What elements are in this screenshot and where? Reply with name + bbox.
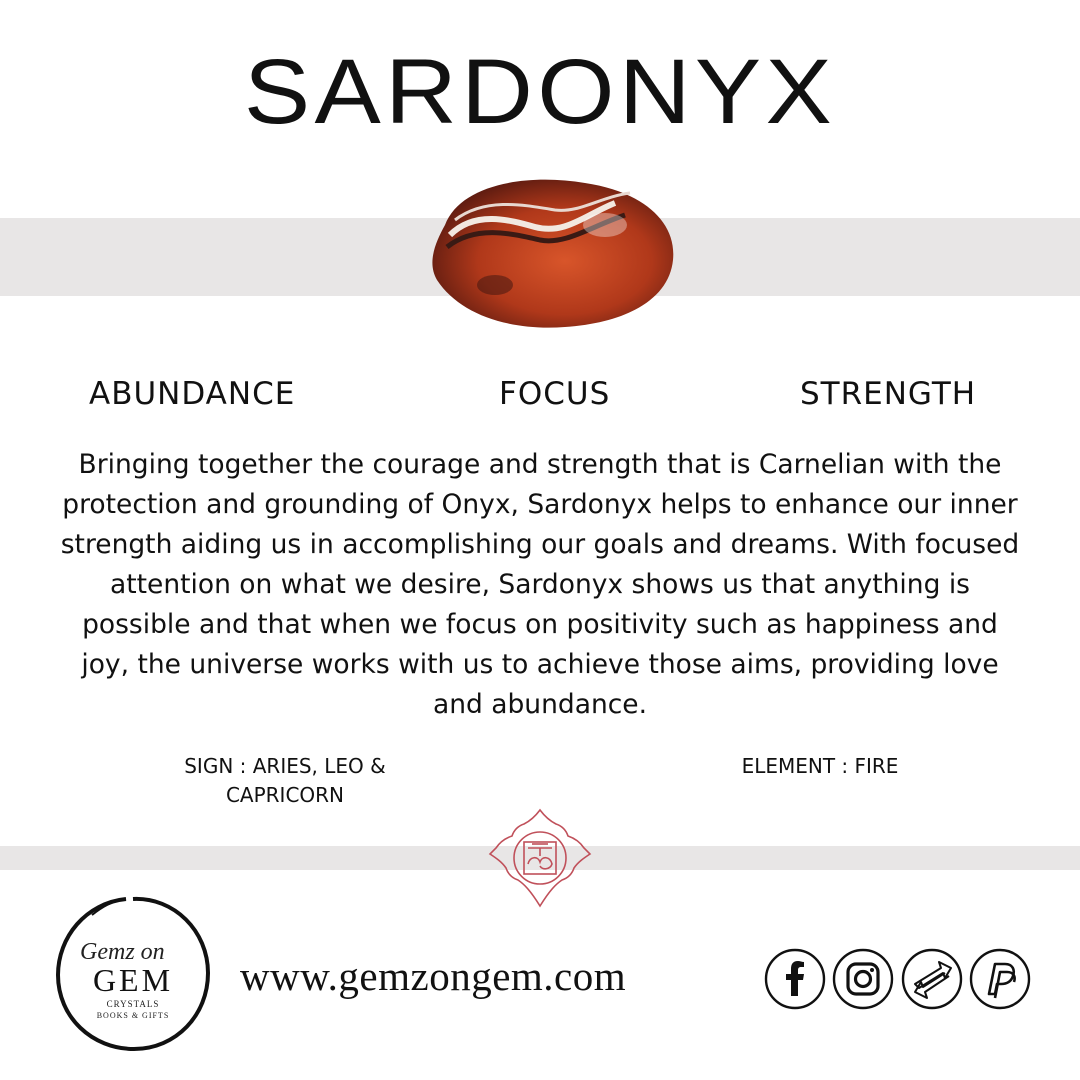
root-chakra-icon [488, 808, 592, 910]
share-arrows-icon[interactable] [901, 948, 963, 1010]
sign-line-1: SIGN : ARIES, LEO & [184, 754, 386, 778]
page-title: SARDONYX [243, 41, 837, 143]
sign-line-2: CAPRICORN [225, 783, 345, 807]
keyword-focus: FOCUS [499, 376, 611, 412]
logo-line-1: CRYSTALS [106, 999, 160, 1009]
element-info: ELEMENT : FIRE [741, 754, 899, 778]
keyword-abundance: ABUNDANCE [89, 376, 296, 412]
gemz-on-gem-logo [52, 893, 214, 1055]
description-text: Bringing together the courage and strength that is Carnelian with the protection and grounding of Onyx, Sardonyx helps to enhance our inner strength aiding us in accomplishing our goals and dreams. With focused attention on what we desire, Sardonyx shows us that anything is possible and that when we focus on positivity such as happiness and joy, the universe works with us to achieve those aims, providing love and abundance. [60, 449, 1020, 720]
website-link[interactable]: www.gemzongem.com [240, 953, 627, 999]
sardonyx-stone-image [415, 165, 685, 335]
paypal-icon[interactable] [969, 948, 1031, 1010]
logo-main: GEM [92, 962, 174, 998]
zodiac-sign-info [165, 752, 405, 810]
keyword-strength: STRENGTH [800, 376, 977, 412]
logo-script: Gemz on [80, 939, 165, 965]
facebook-icon[interactable] [764, 948, 826, 1010]
logo-line-2: BOOKS & GIFTS [96, 1011, 170, 1020]
instagram-icon[interactable] [832, 948, 894, 1010]
